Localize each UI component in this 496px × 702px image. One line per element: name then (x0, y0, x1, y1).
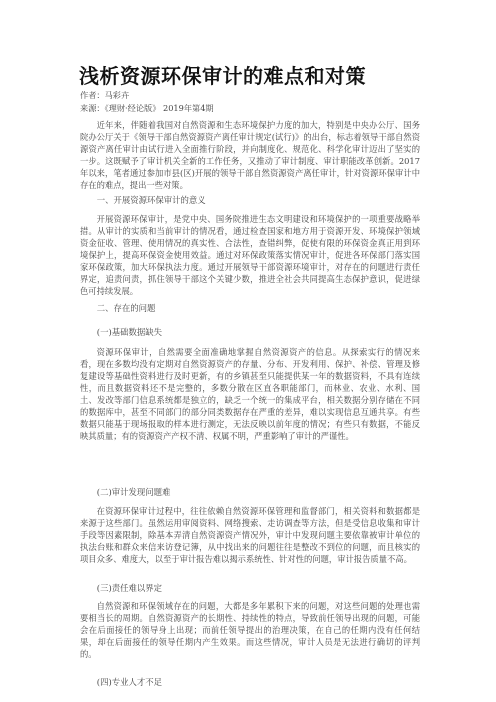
article-source: 来源：《理财·经论版》 2019年第4期 (80, 103, 214, 113)
section-heading-significance: 一、开展资源环保审计的意义 (96, 195, 206, 205)
subsection-heading-data: (一)基础数据缺失 (96, 327, 162, 337)
intro-paragraph: 近年来，伴随着我国对自然资源和生态环境保护力度的加大，特别是中央办公厅、国务院办公厅关于《领导干部自然资源资产离任审计规定(试行)》的出台，标志着领导干部自然资源资产离任审计由试行进入全面推行阶段，并向制度化、规范化、科学化审计迈出了坚实的一步。这既赋予了审计机关全新的工作任务，又推动了审计制度、审计职能改革创新。2017年以来，笔者通过参加市县(区)开展的领导干部自然资源资产离任审计，针对资源环保审计中存在的难点，提出一些对策。 (80, 120, 420, 190)
section-heading-problems: 二、存在的问题 (96, 303, 156, 313)
article-author: 作者：马彩卉 (80, 90, 130, 100)
data-missing-paragraph: 资源环保审计，自然需要全面准确地掌握自然资源资产的信息。从探索实行的情况来看，现在多数均没有定期对自然资源资产的存量、分布、开发利用、保护、补偿、管理及修复建设等基础性资料进行及时更新，有的乡镇甚至只能提供某一年的数据资料，不具有连续性，而且数据资料还不是完整的，多数分散在区直各职能部门，而林业、农业、水利、国土、发改等部门信息系统都是独立的，缺乏一个统一的集成平台，相关数据分别存储在不同的数据库中，甚至不同部门的部分同类数据存在严重的差异，难以实现信息互通共享。有些数据只能基于现场报取的样本进行测定，无法反映以前年度的情况；有些只有数据，不能反映其质量；有的资源资产产权不清、权属不明，严重影响了审计的严谨性。 (80, 347, 420, 441)
responsibility-paragraph: 自然资源和环保领域存在的问题，大都是多年累积下来的问题，对这些问题的处理也需要相当长的周期。自然资源资产的长期性、持续性的特点，导致前任领导出现的问题，可能会在后面接任的领导身上出现；而前任领导提出的治理决策，在自己的任期内没有任何结果，却在后面接任的领导任期内产生效果。而这些情况，审计人员是无法进行确切的评判的。 (80, 601, 420, 659)
subsection-heading-responsibility: (三)责任难以界定 (96, 583, 162, 593)
findings-paragraph: 在资源环保审计过程中，往往依赖自然资源环保管理和监督部门，相关资料和数据都是来源于这些部门。虽然运用审阅资料、网络搜索、走访调查等方法，但是受信息收集和审计手段等因素限制，除基本弄清自然资源资产情况外，审计中发现问题主要依靠被审计单位的执法台账和群众来信来访登记簿，从中找出来的问题往往是整改不到位的问题，而且核实的项目众多、难度大，以至于审计报告难以揭示系统性、针对性的问题，审计报告质量不高。 (80, 506, 420, 564)
subsection-heading-findings: (二)审计发现问题难 (96, 487, 171, 497)
subsection-heading-talent: (四)专业人才不足 (96, 677, 162, 687)
article-title: 浅析资源环保审计的难点和对策 (79, 64, 366, 88)
significance-paragraph: 开展资源环保审计，是党中央、国务院推进生态文明建设和环境保护的一项重要战略举措。从审计的实质和当前审计的情况看，通过检查国家和地方用于资源开发、环境保护领域资金征收、管理、使用情况的真实性、合法性，查错纠弊，促使有限的环保资金真正用到环境保护上，提高环保资金使用效益。通过对环保政策落实情况审计，促进各环保部门落实国家环保政策，加大环保执法力度。通过开展领导干部资源环境审计，对存在的问题进行责任界定，追责问责，抓住领导干部这个关键少数，推进全社会共同提高生态保护意识，促进绿色可持续发展。 (80, 214, 420, 296)
